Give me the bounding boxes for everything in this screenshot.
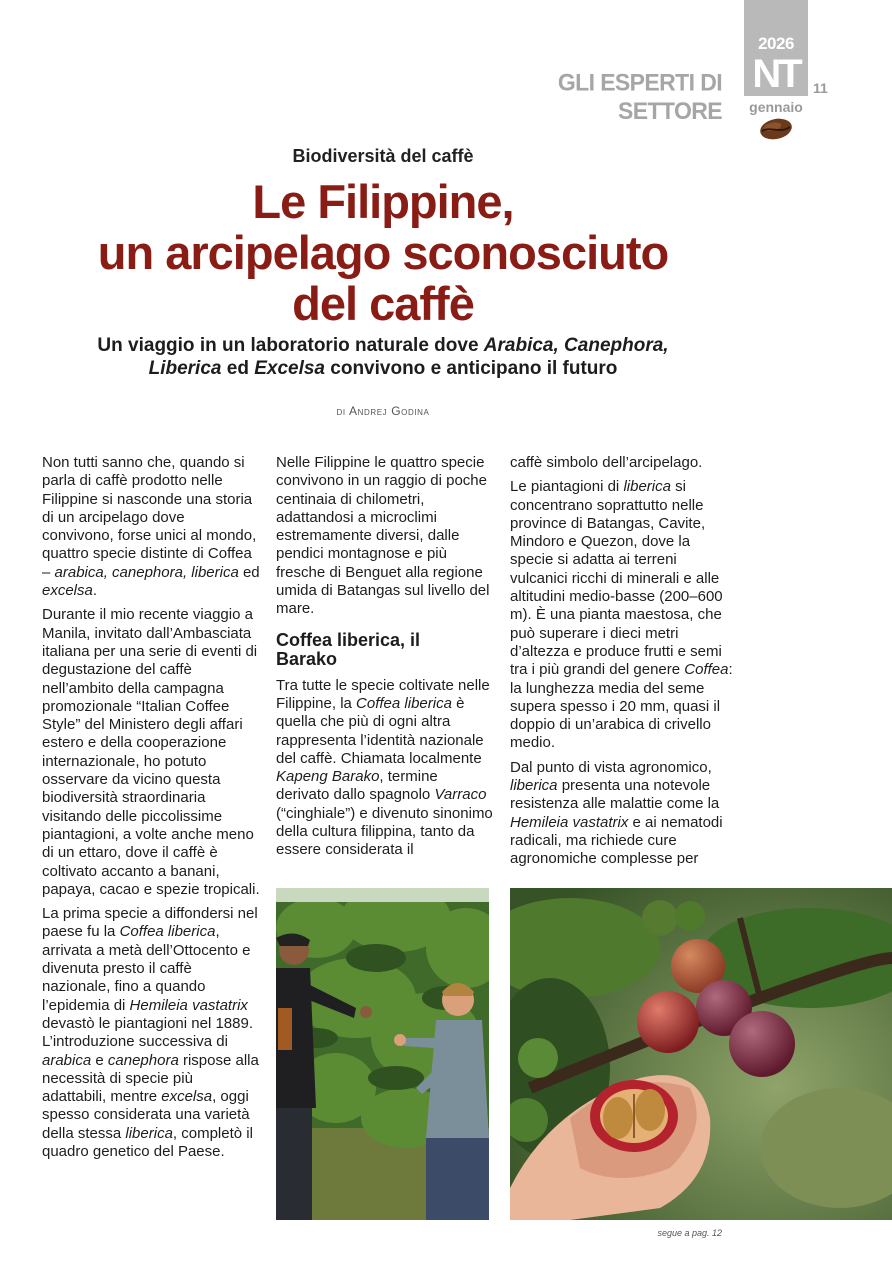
photo-liberica-cherries [510, 888, 892, 1220]
magazine-logo: NT [752, 52, 800, 96]
title-line: Le Filippine, [252, 175, 514, 228]
article-subtitle [0, 334, 766, 380]
article-kicker: Biodiversità del caffè [292, 146, 474, 166]
page-number: 11 [813, 80, 828, 96]
paragraph: Tra tutte le specie coltivate nelle Filippine, la Coffea liberica è quella che più di ogni altra rappresenta l’identità nazionale del caffè. Chiamata localmente Kapeng Barako, termine derivato dallo spagnolo Varraco (“cinghiale”) e divenuto sinonimo della cultura filippina, tanto da essere considerata il [276, 676, 493, 859]
paragraph: caffè simbolo dell’arcipelago. [510, 454, 703, 471]
byline-text: di Andrej Godina [336, 404, 430, 418]
article-byline [0, 404, 766, 418]
paragraph: La prima specie a diffondersi nel paese fu la Coffea liberica, arrivata a metà dell’Ottocento e divenuta presto il caffè nazionale, fino a quando l’epidemia di Hemileia vastatrix devastò le piantagioni nel 1889. L’introduzione successiva di arabica e canephora rispose alla necessità di specie più adattabili, mentre excelsa, oggi spesso considerata una varietà della stessa liberica, completò il quadro genetico del Paese. [42, 905, 259, 1160]
coffee-bean-icon [758, 116, 794, 142]
issue-month: gennaio [749, 99, 803, 115]
subtitle-species: Excelsa [254, 358, 325, 379]
article-title [0, 176, 766, 329]
title-line: del caffè [292, 277, 474, 330]
issue-year: 2026 [758, 34, 794, 53]
paragraph: Non tutti sanno che, quando si parla di caffè prodotto nelle Filippine si nasconde una storia di un arcipelago dove convivono, forse unici al mondo, quattro specie distinte di Coffea – arabica, canephora, liberica ed excelsa. [42, 454, 260, 600]
title-line: un arcipelago sconosciuto [97, 226, 669, 279]
paragraph: Le piantagioni di liberica si concentrano soprattutto nelle province di Batangas, Cavite, Mindoro e Quezon, dove la specie si adatta ai terreni vulcanici ricchi di minerali e alle altitudini medio-basse (200–600 m). È una pianta maestosa, che può superare i dieci metri d’altezza e produce frutti e semi tra i più grandi del genere Coffea: la lunghezza media del seme supera spesso i 20 mm, quasi il doppio di un’arabica di crivello medio. [510, 478, 733, 752]
photo-coffee-plantation-visit [276, 888, 489, 1220]
paragraph: Dal punto di vista agronomico, liberica presenta una notevole resistenza alle malattie come la Hemileia vastatrix e ai nematodi radicali, ma richiede cure agronomiche complesse per [510, 758, 723, 868]
section-subheading: Coffea liberica, il Barako [276, 629, 421, 669]
text-column-1 [42, 454, 260, 1167]
paragraph: Durante il mio recente viaggio a Manila, invitato dall’Ambasciata italiana per una serie di eventi di degustazione del caffè nell’ambito della campagna promozionale “Italian Coffee Style” del Ministero degli affari estero e della cooperazione internazionale, ho potuto osservare da vicino questa biodiversità straordinaria visitando delle piccolissime piantagioni, a volte anche meno di un ettaro, dove il caffè è coltivato accanto a banani, papaya, cacao e spezie tropicali. [42, 606, 260, 898]
text-column-2 [276, 454, 494, 866]
subtitle-text: Un viaggio in un laboratorio naturale dove [97, 335, 484, 356]
subtitle-text: convivono e anticipano il futuro [325, 358, 618, 379]
continued-on-page-note: segue a pag. 12 [657, 1228, 722, 1238]
subtitle-species: Arabica, Canephora, [483, 335, 669, 356]
subtitle-species: Liberica [148, 358, 222, 379]
paragraph: Nelle Filippine le quattro specie convivono in un raggio di poche centinaia di chilometri, adattandosi a microclimi estremamente diversi, dalle pendici montagnose e più fresche di Benguet alla regione umida di Batangas sul livello del mare. [276, 454, 490, 618]
subtitle-text: ed [221, 358, 255, 379]
text-column-3 [510, 454, 736, 875]
section-label: GLI ESPERTI DI SETTORE [557, 68, 722, 125]
